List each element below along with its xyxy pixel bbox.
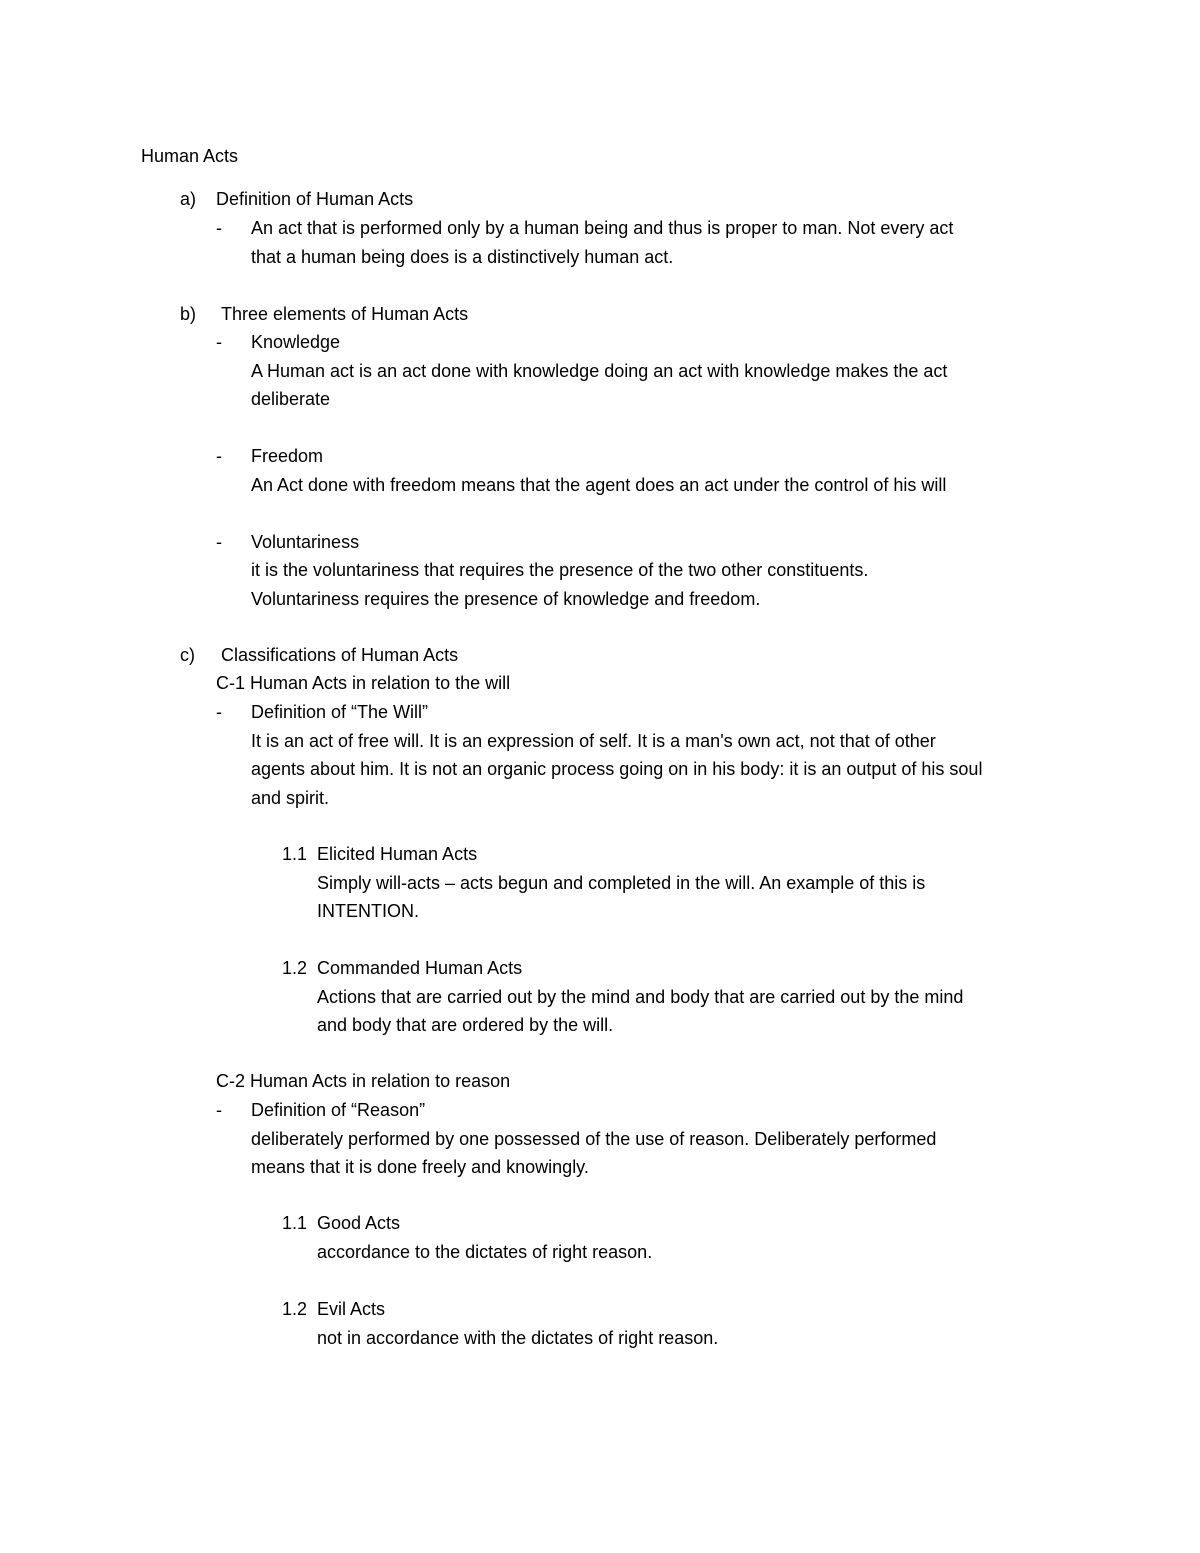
c2-item-text-line: accordance to the dictates of right reason.	[317, 1242, 653, 1262]
c2-text-line: means that it is done freely and knowingly.	[251, 1157, 589, 1177]
knowledge-text-line: deliberate	[251, 389, 331, 409]
voluntariness-text-line: Voluntariness requires the presence of knowledge and freedom.	[251, 589, 761, 609]
section-c-heading: Classifications of Human Acts	[221, 645, 459, 665]
section-a-bullet: -	[216, 218, 222, 238]
c1-item-number: 1.2	[282, 958, 308, 978]
knowledge-text-line: A Human act is an act done with knowledge doing an act with knowledge makes the act	[251, 361, 948, 381]
c2-item-label: Evil Acts	[317, 1299, 386, 1319]
freedom-label: Freedom	[251, 446, 324, 466]
section-a-marker: a)	[180, 189, 197, 209]
c1-text-line: It is an act of free will. It is an expression of self. It is a man's own act, not that of other	[251, 731, 936, 751]
c2-definition-label: Definition of “Reason”	[251, 1100, 426, 1120]
c1-bullet: -	[216, 702, 222, 722]
c1-item-text-line: Actions that are carried out by the mind and body that are carried out by the mind	[317, 987, 964, 1007]
c1-item-label: Elicited Human Acts	[317, 844, 478, 864]
c1-text-line: and spirit.	[251, 788, 330, 808]
freedom-text-line: An Act done with freedom means that the agent does an act under the control of his will	[251, 475, 947, 495]
knowledge-bullet: -	[216, 332, 222, 352]
section-c-marker: c)	[180, 645, 195, 665]
freedom-bullet: -	[216, 446, 222, 466]
c2-item-number: 1.2	[282, 1299, 308, 1319]
c1-item-text-line: Simply will-acts – acts begun and completed in the will. An example of this is	[317, 873, 926, 893]
voluntariness-bullet: -	[216, 532, 222, 552]
page-title: Human Acts	[141, 146, 239, 166]
c1-item-text-line: and body that are ordered by the will.	[317, 1015, 614, 1035]
c1-item-label: Commanded Human Acts	[317, 958, 523, 978]
section-b-marker: b)	[180, 304, 197, 324]
c2-text-line: deliberately performed by one possessed of the use of reason. Deliberately performed	[251, 1129, 937, 1149]
c1-definition-label: Definition of “The Will”	[251, 702, 429, 722]
c2-heading: C-2 Human Acts in relation to reason	[216, 1071, 511, 1091]
c1-item-text-line: INTENTION.	[317, 901, 419, 921]
voluntariness-label: Voluntariness	[251, 532, 360, 552]
knowledge-label: Knowledge	[251, 332, 341, 352]
section-a-heading: Definition of Human Acts	[216, 189, 414, 209]
section-b-heading: Three elements of Human Acts	[221, 304, 469, 324]
section-a-text-line: An act that is performed only by a human being and thus is proper to man. Not every act	[251, 218, 954, 238]
voluntariness-text-line: it is the voluntariness that requires the presence of the two other constituents.	[251, 560, 869, 580]
c1-heading: C-1 Human Acts in relation to the will	[216, 673, 511, 693]
c2-item-number: 1.1	[282, 1213, 308, 1233]
c2-bullet: -	[216, 1100, 222, 1120]
c1-item-number: 1.1	[282, 844, 308, 864]
section-a-text-line: that a human being does is a distinctively human act.	[251, 247, 674, 267]
c1-text-line: agents about him. It is not an organic process going on in his body: it is an output of his soul	[251, 759, 983, 779]
c2-item-text-line: not in accordance with the dictates of right reason.	[317, 1328, 719, 1348]
c2-item-label: Good Acts	[317, 1213, 401, 1233]
